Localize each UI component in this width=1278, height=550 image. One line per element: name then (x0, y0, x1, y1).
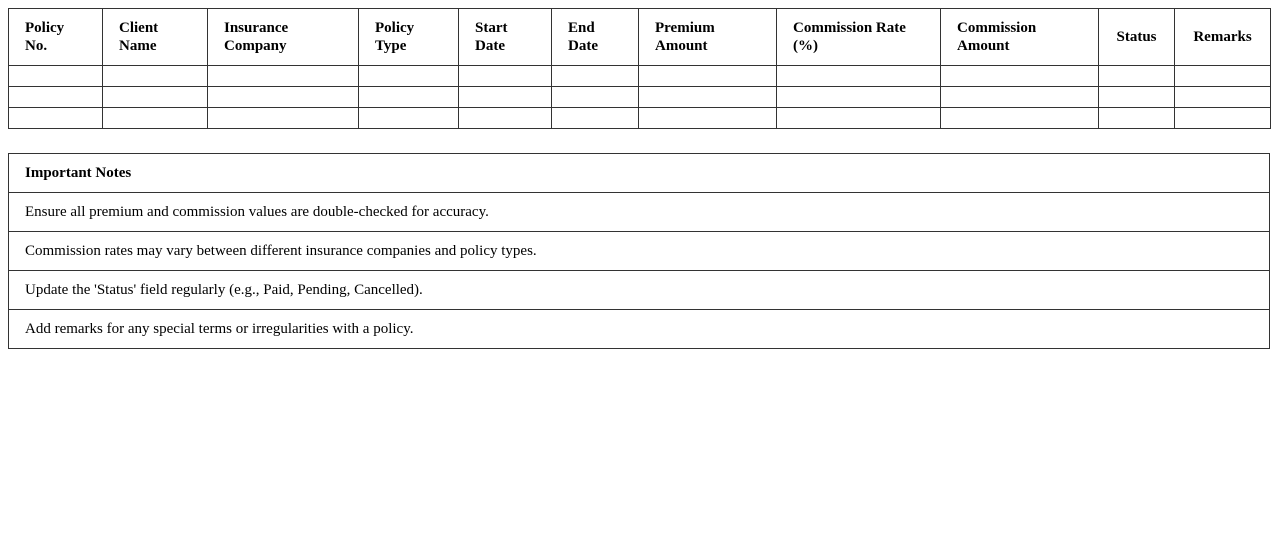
commission-policy-table (8, 8, 1271, 129)
note-item: Ensure all premium and commission values are double-checked for accuracy. (9, 193, 1270, 232)
cell-commission-rate[interactable] (777, 108, 941, 129)
cell-end-date[interactable] (552, 87, 639, 108)
cell-insurance-company[interactable] (208, 87, 359, 108)
note-item: Commission rates may vary between different insurance companies and policy types. (9, 232, 1270, 271)
note-row (9, 193, 1270, 232)
cell-policy-no[interactable] (9, 66, 103, 87)
cell-start-date[interactable] (459, 108, 552, 129)
cell-premium-amount[interactable] (639, 108, 777, 129)
table-header-row (9, 9, 1271, 66)
cell-policy-no[interactable] (9, 108, 103, 129)
cell-commission-amount[interactable] (941, 87, 1099, 108)
cell-status[interactable] (1099, 66, 1175, 87)
header-end-date: End Date (552, 9, 639, 66)
cell-client-name[interactable] (103, 66, 208, 87)
note-item: Update the 'Status' field regularly (e.g., Paid, Pending, Cancelled). (9, 271, 1270, 310)
header-remarks: Remarks (1175, 9, 1271, 66)
header-premium-amount: Premium Amount (639, 9, 777, 66)
header-start-date: Start Date (459, 9, 552, 66)
header-status: Status (1099, 9, 1175, 66)
note-row (9, 310, 1270, 349)
note-item: Add remarks for any special terms or irregularities with a policy. (9, 310, 1270, 349)
cell-policy-no[interactable] (9, 87, 103, 108)
cell-commission-rate[interactable] (777, 87, 941, 108)
table-row (9, 87, 1271, 108)
cell-policy-type[interactable] (359, 108, 459, 129)
cell-start-date[interactable] (459, 66, 552, 87)
header-commission-amount: Commission Amount (941, 9, 1099, 66)
header-insurance-company: Insurance Company (208, 9, 359, 66)
note-row (9, 271, 1270, 310)
cell-status[interactable] (1099, 87, 1175, 108)
notes-title-row (9, 154, 1270, 193)
cell-remarks[interactable] (1175, 66, 1271, 87)
cell-remarks[interactable] (1175, 108, 1271, 129)
cell-commission-amount[interactable] (941, 108, 1099, 129)
cell-premium-amount[interactable] (639, 87, 777, 108)
cell-client-name[interactable] (103, 108, 208, 129)
cell-policy-type[interactable] (359, 66, 459, 87)
notes-title: Important Notes (9, 154, 1270, 193)
cell-commission-rate[interactable] (777, 66, 941, 87)
header-client-name: Client Name (103, 9, 208, 66)
table-row (9, 108, 1271, 129)
cell-premium-amount[interactable] (639, 66, 777, 87)
header-policy-type: Policy Type (359, 9, 459, 66)
cell-end-date[interactable] (552, 66, 639, 87)
note-row (9, 232, 1270, 271)
cell-insurance-company[interactable] (208, 108, 359, 129)
cell-end-date[interactable] (552, 108, 639, 129)
cell-start-date[interactable] (459, 87, 552, 108)
cell-remarks[interactable] (1175, 87, 1271, 108)
cell-policy-type[interactable] (359, 87, 459, 108)
cell-client-name[interactable] (103, 87, 208, 108)
table-row (9, 66, 1271, 87)
important-notes-table (8, 153, 1270, 349)
cell-commission-amount[interactable] (941, 66, 1099, 87)
cell-status[interactable] (1099, 108, 1175, 129)
header-policy-no: Policy No. (9, 9, 103, 66)
cell-insurance-company[interactable] (208, 66, 359, 87)
header-commission-rate: Commission Rate (%) (777, 9, 941, 66)
